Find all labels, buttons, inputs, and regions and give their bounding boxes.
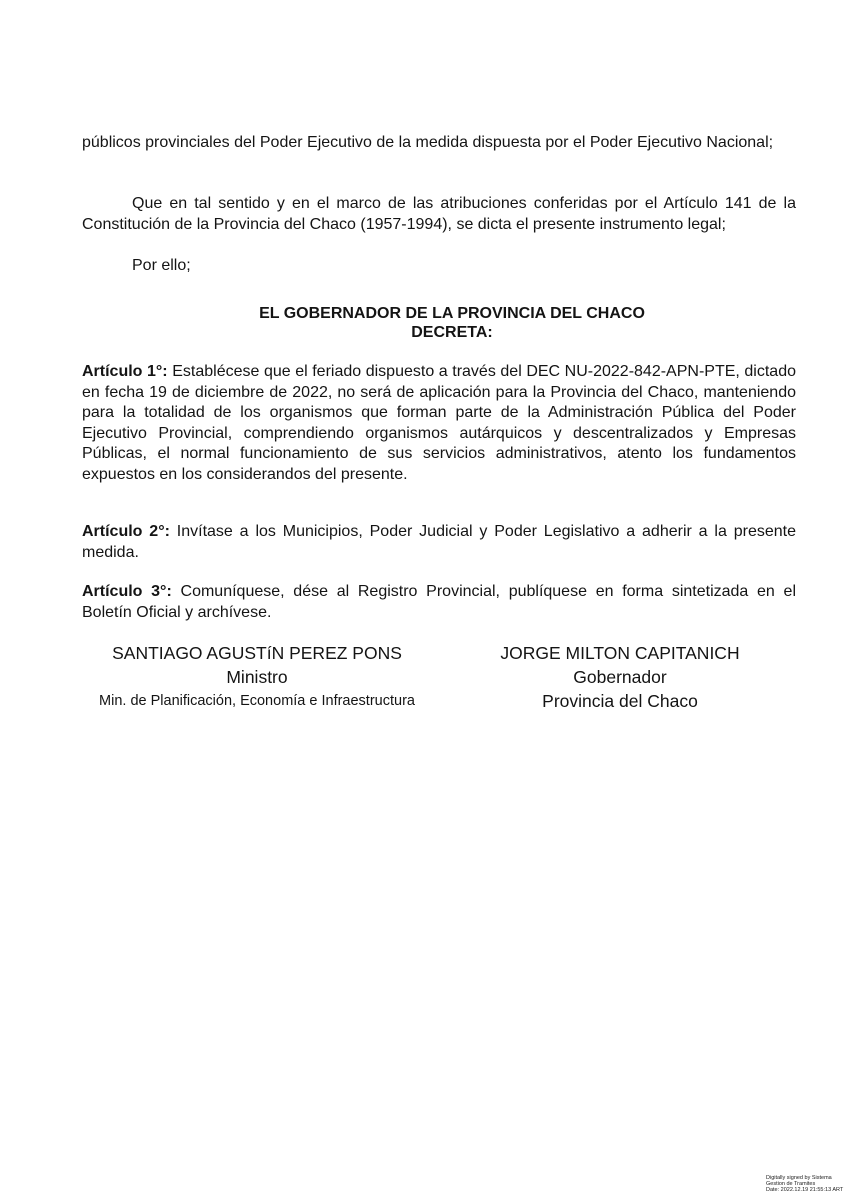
minister-name: SANTIAGO AGUSTíN PEREZ PONS: [112, 643, 402, 663]
article-1-label: Artículo 1°:: [82, 363, 168, 380]
decree-heading-decreta: DECRETA:: [411, 324, 493, 341]
article-1-text: Establécese que el feriado dispuesto a través del DEC NU-2022-842-APN-PTE, dictado en fecha 19 de diciembre de 2022, no será de aplicación para la Provincia del Chaco, manteniendo para la totalidad de los organismos que forman parte de la Administración Pública del Poder Ejecutivo Provincial, comprendiendo organismos autárquicos y descentralizados y Empresas Públicas, el normal funcionamiento de sus servicios administrativos, atento los fundamentos expuestos en los considerandos del presente.: [82, 363, 797, 483]
continuation-paragraph: públicos provinciales del Poder Ejecutivo de la medida dispuesta por el Poder Ejecutivo Nacional;: [82, 134, 774, 151]
article-3: [82, 582, 796, 623]
por-ello-line: Por ello;: [132, 257, 191, 274]
considerando-paragraph: Que en tal sentido y en el marco de las atribuciones conferidas por el Artículo 141 de la Constitución de la Provincia del Chaco (1957-1994), se dicta el presente instrumento legal;: [82, 195, 796, 233]
minister-org: Min. de Planificación, Economía e Infraestructura: [99, 693, 415, 709]
governor-role: Gobernador: [573, 667, 667, 687]
governor-org: Provincia del Chaco: [542, 691, 698, 711]
digital-signature-stamp: Digitally signed by Sistema Gestion de Tramites Date: 2022.12.19 21:55:13 ART: [766, 1175, 844, 1193]
article-2-text: Invítase a los Municipios, Poder Judicial y Poder Legislativo a adherir a la presente medida.: [82, 523, 797, 561]
article-1: [82, 362, 796, 485]
article-2: [82, 522, 796, 563]
governor-name: JORGE MILTON CAPITANICH: [500, 643, 740, 663]
article-3-label: Artículo 3°:: [82, 583, 172, 600]
minister-role: Ministro: [226, 667, 288, 687]
article-3-text: Comuníquese, dése al Registro Provincial, publíquese en forma sintetizada en el Boletín Oficial y archívese.: [82, 583, 796, 621]
signature-block-governor: [470, 641, 770, 713]
decree-heading-governor: EL GOBERNADOR DE LA PROVINCIA DEL CHACO: [259, 305, 645, 322]
signature-block-minister: [72, 641, 442, 713]
article-2-label: Artículo 2°:: [82, 523, 170, 540]
